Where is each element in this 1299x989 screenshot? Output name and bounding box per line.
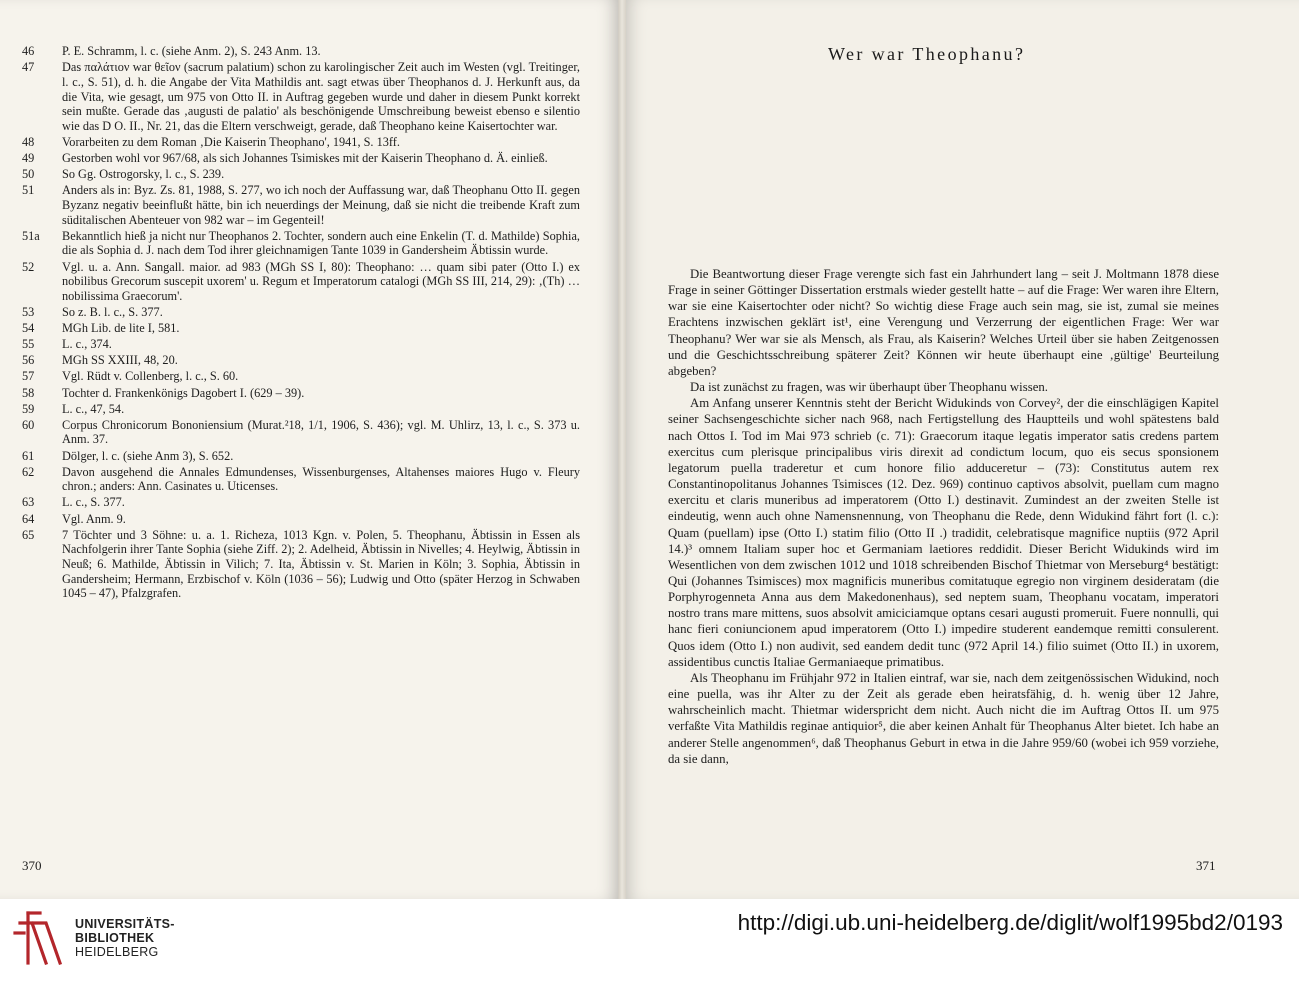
footnote-number: 48 (22, 135, 35, 149)
footnote-number: 63 (22, 495, 35, 510)
footnote-number: 61 (22, 448, 35, 463)
footnote-item (22, 305, 580, 320)
footnote-text: Anders als in: Byz. Zs. 81, 1988, S. 277, wo ich noch der Auffassung war, daß Theophanu Otto II. gegen Byzanz negativ beeinflußt hätte, bin ich neuerdings der Meinung, daß sie nicht die treibende Kraft zum süditalischen Abenteuer von 982 war – im Gegenteil! (62, 183, 580, 227)
footnote-item (22, 321, 580, 336)
footnote-number: 51a (22, 228, 40, 243)
footnote-item (22, 418, 580, 447)
footnote-text: MGh SS XXIII, 48, 20. (62, 353, 178, 368)
footnote-item (22, 528, 580, 602)
footnote-item (22, 353, 580, 368)
footnote-number: 47 (22, 60, 35, 75)
footnote-text: Bekanntlich hieß ja nicht nur Theophanos 2. Tochter, sondern auch eine Enkelin (T. d. Mathilde) Sophia, die als Sophia d. J. nach dem Tod ihrer gleichnamigen Tante 1039 in Gandersheim Äbtissin wurde. (62, 228, 580, 258)
footnote-text: Dölger, l. c. (siehe Anm 3), S. 652. (62, 448, 234, 463)
footnote-text: Vgl. Anm. 9. (62, 511, 126, 526)
footnote-list (22, 44, 580, 603)
footnote-number: 60 (22, 417, 35, 432)
footnote-number: 57 (22, 369, 35, 384)
right-page-number: 371 (1196, 858, 1216, 873)
footnote-text: L. c., 374. (62, 337, 112, 352)
left-page-number: 370 (22, 858, 42, 873)
footnote-number: 62 (22, 464, 35, 479)
footnote-item (22, 449, 580, 464)
footnote-text: Davon ausgehend die Annales Edmundenses, Wissenburgenses, Altahenses maiores Hugo v. Fleury chron.; anders: Ann. Casinates u. Uticenses. (62, 464, 580, 494)
source-url-link[interactable]: http://digi.ub.uni-heidelberg.de/diglit/wolf1995bd2/0193 (737, 910, 1283, 935)
footnote-number: 59 (22, 401, 35, 416)
footnote-text: So z. B. l. c., S. 377. (62, 305, 163, 320)
footnote-item (22, 402, 580, 417)
footnote-text: Vorarbeiten zu dem Roman ‚Die Kaiserin Theophano', 1941, S. 13ff. (62, 135, 400, 149)
footnote-text: L. c., 47, 54. (62, 401, 125, 416)
footnote-text: Das παλάτιον war θεῖον (sacrum palatium) schon zu karolingischer Zeit auch im Westen (vgl. Treitinger, l. c., S. 51), d. h. die Angabe der Vita Mathildis ant. sagt etwas über Theophanos d. J. Herkunft aus, da die Vita, wie gesagt, um 975 von Otto II. in Auftrag gegeben wurde und daher in diesem Punkt korrekt sein mußte. Gerade das ‚augusti de palatio' als beschönigende Umschreibung beweist ebenso e silentio wie das D O. II., Nr. 21, das die Eltern verschweigt, gerade, daß Theophano keine Kaisertochter war. (62, 60, 580, 133)
footnote-text: So Gg. Ostrogorsky, l. c., S. 239. (62, 167, 225, 182)
footnote-number: 58 (22, 385, 35, 400)
footnote-item (22, 44, 580, 59)
footnote-item (22, 229, 580, 258)
footnote-item (22, 386, 580, 401)
footnote-number: 64 (22, 511, 35, 526)
footnote-text: MGh Lib. de lite I, 581. (62, 321, 180, 336)
body-paragraph: Am Anfang unserer Kenntnis steht der Bericht Widukinds von Corvey², der die einschlägigen Kapitel seiner Sachsengeschichte sicher nach 968, nach Fertigstellung des Hauptteils und wohl spätestens bald nach Ottos I. Tod im Mai 973 schrieb (c. 71): Graecorum itaque legatis imperator satis credens partem exercitus cum plerisque principalibus viris direxit ad condictum locum, quo eis secus sponsionem legatorum puella traderetur et cum honore filio adduceretur – (73): Constitutus autem rex Constantinopolitanus Johannes Tsimisces (12. Dez. 969) continuo captivos absolvit, puellam cum magno exercitu et claris muneribus ad imperatorem (Otto I.) destinavit. Zumindest an der zweiten Stelle ist eindeutig, wenn auch ohne Namensnennung, von Theophanu die Rede, denn Widukind fährt fort (l. c.): Quam (puellam) ipse (Otto I.) statim filio (Otto II .) tradidit, celebratisque magnifice nuptiis (972 April 14.)³ omnem Italiam super hoc et Germaniam laetiores reddidit. Dieser Bericht Widukinds wird im Wesentlichen von dem zwischen 1012 und 1018 schreibenden Bischof Thietmar von Merseburg⁴ bestätigt: Qui (Johannes Tsimisces) mox magnificis muneribus comitatuque egregio non virginem desideratam (die Porphyrogenneta Anna aus dem Makedonenhaus), sed neptem suam, Theophanu vocatam, imperatori nostro trans mare mittens, suos absolvit amiciciamque optans cesari augusti promeruit. Fuere nonnulli, qui hanc fieri coniuncionem apud imperatorem (Otto I.) impedire studerent eandemque remitti consulerent. Quos idem (Otto I.) non audivit, sed eandem dedit tunc (972 April 14.) filio suimet (Otto II.) in uxorem, assidentibus cunctis Italiae Germaniaeque primatibus. (668, 396, 1219, 669)
book-gutter (618, 0, 626, 899)
footnote-item (22, 183, 580, 227)
footnote-number: 46 (22, 44, 35, 58)
footnote-text: 7 Töchter und 3 Söhne: u. a. 1. Richeza, 1013 Kgn. v. Polen, 5. Theophanu, Äbtissin in Essen als Nachfolgerin ihrer Tante Sophia (siehe Ziff. 2); 2. Adelheid, Äbtissin in Nivelles; 4. Heylwig, Äbtissin in Neuß; 6. Mathilde, Äbtissin in Vilich; 7. Ita, Äbtissin v. St. Marien in Köln; 3. Sophia, Äbtissin in Gandersheim; Hermann, Erzbischof v. Köln (1036 – 56); Ludwig und Otto (später Herzog in Schwaben 1045 – 47), Pfalzgrafen. (62, 527, 580, 601)
footnote-number: 52 (22, 259, 35, 274)
footnote-text: Corpus Chronicorum Bononiensium (Murat.²18, 1/1, 1906, S. 436); vgl. M. Uhlirz, 13, l. c., S. 373 u. Anm. 37. (62, 417, 580, 447)
footnote-number: 54 (22, 321, 35, 336)
body-paragraph: Da ist zunächst zu fragen, was wir überhaupt über Theophanu wissen. (690, 380, 1048, 395)
footnote-number: 55 (22, 337, 35, 352)
footnote-number: 56 (22, 353, 35, 368)
footnote-item (22, 369, 580, 384)
logo-line-2: BIBLIOTHEK (75, 931, 155, 945)
footnote-item (22, 495, 580, 510)
library-logo-text (75, 917, 175, 959)
footnote-item (22, 135, 580, 150)
logo-line-1: UNIVERSITÄTS- (75, 917, 175, 931)
footnote-item (22, 337, 580, 352)
body-paragraph: Als Theophanu im Frühjahr 972 in Italien eintraf, war sie, nach dem zeitgenössischen Widukind, noch eine puella, was ihr Alter zu der Zeit als gerade eben heiratsfähig, d. h. wenig über 12 Jahre, wahrscheinlich macht. Thietmar widerspricht dem nicht. Auch nicht die im Auftrag Ottos II. um 975 verfaßte Vita Mathildis reginae antiquior⁵, die aber keinen Anhalt für Theophanus Alter bietet. Ich habe an anderer Stelle angenommen⁶, daß Theophanus Geburt in etwa in die Jahre 959/60 (wobei ich 959 vorziehe, da sie dann, (668, 670, 1219, 766)
library-logo-icon (12, 909, 70, 967)
logo-line-3: HEIDELBERG (75, 945, 159, 959)
footnote-number: 65 (22, 527, 35, 542)
footnote-item (22, 151, 580, 166)
footnote-item (22, 512, 580, 527)
footnote-text: L. c., S. 377. (62, 495, 125, 510)
footnote-item (22, 465, 580, 494)
footnote-number: 53 (22, 305, 35, 320)
chapter-heading: Wer war Theophanu? (828, 44, 1026, 64)
footnote-text: P. E. Schramm, l. c. (siehe Anm. 2), S. 243 Anm. 13. (62, 44, 321, 58)
footnote-text: Gestorben wohl vor 967/68, als sich Johannes Tsimiskes mit der Kaiserin Theophano d. Ä. einließ. (62, 151, 548, 166)
footnote-text: Vgl. Rüdt v. Collenberg, l. c., S. 60. (62, 369, 239, 384)
footnote-number: 49 (22, 151, 35, 166)
footnote-text: Vgl. u. a. Ann. Sangall. maior. ad 983 (MGh SS I, 80): Theophano: … quam sibi pater (Otto I.) ex nobilibus Grecorum suscepit uxorem' u. Regum et Imperatorum catalogi (MGh SS III, 214, 29): ‚(Th) … nobilissima Graecorum'. (62, 259, 580, 303)
body-paragraph: Die Beantwortung dieser Frage verengte sich fast ein Jahrhundert lang – seit J. Moltmann 1878 diese Frage in seiner Göttinger Dissertation erstmals wieder gestellt hatte – auf die Frage: Wer waren ihre Eltern, war sie eine Kaisertochter oder nicht? So wichtig diese Frage auch sein mag, sie ist, zumal sie meines Erachtens inzwischen geklärt ist¹, eine Verengung und Verzerrung der eigentlichen Frage: Wer war Theophanu? Wer war sie als Mensch, als Frau, als Kaiserin? Welches Urteil über sie haben Zeitgenossen und die Geschichtsschreibung späterer Zeit? Können wir heute überhaupt eine ‚gültige' Beurteilung abgeben? (668, 267, 1219, 378)
footnote-number: 50 (22, 167, 35, 182)
footnote-item (22, 260, 580, 304)
footnote-number: 51 (22, 183, 35, 198)
footnote-item (22, 167, 580, 182)
footnote-item (22, 60, 580, 134)
footnote-text: Tochter d. Frankenkönigs Dagobert I. (629 – 39). (62, 385, 305, 400)
body-text (668, 266, 1219, 767)
